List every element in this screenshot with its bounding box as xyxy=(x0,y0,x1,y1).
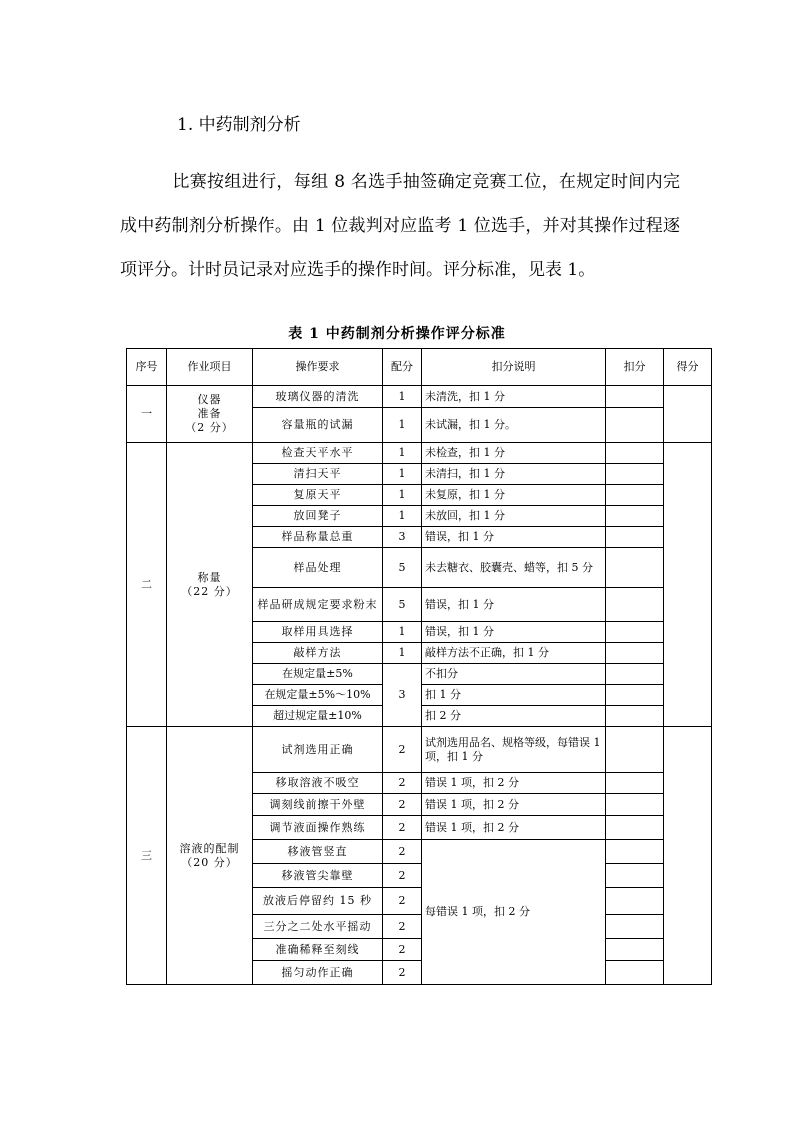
header-cell: 得分 xyxy=(664,349,712,386)
section-heading: 1. 中药制剂分析 xyxy=(177,115,301,135)
points-cell: 2 xyxy=(383,864,422,888)
points-cell: 2 xyxy=(383,939,422,961)
requirement-cell: 容量瓶的试漏 xyxy=(253,408,383,443)
points-cell: 2 xyxy=(383,727,422,773)
score-cell xyxy=(664,443,712,727)
points-cell: 1 xyxy=(383,506,422,527)
points-cell: 1 xyxy=(383,622,422,643)
points-cell: 2 xyxy=(383,888,422,915)
header-cell: 配分 xyxy=(383,349,422,386)
table-caption: 表 1 中药制剂分析操作评分标准 xyxy=(288,326,506,342)
deduction-cell xyxy=(606,706,664,727)
requirement-cell: 在规定量±5%～10% xyxy=(253,685,383,706)
deduction-desc-cell: 错误 1 项，扣 2 分 xyxy=(422,773,606,794)
deduction-cell xyxy=(606,443,664,464)
header-cell: 作业项目 xyxy=(167,349,253,386)
requirement-cell: 检查天平水平 xyxy=(253,443,383,464)
seq-cell: 一 xyxy=(127,386,167,443)
points-cell: 3 xyxy=(383,664,422,727)
header-cell: 扣分 xyxy=(606,349,664,386)
deduction-cell xyxy=(606,464,664,485)
requirement-cell: 调节液面操作熟练 xyxy=(253,816,383,840)
deduction-desc-cell: 错误，扣 1 分 xyxy=(422,588,606,622)
table-header-row xyxy=(127,349,712,386)
deduction-desc-cell: 未复原，扣 1 分 xyxy=(422,485,606,506)
deduction-cell xyxy=(606,915,664,939)
seq-cell: 三 xyxy=(127,727,167,985)
deduction-cell xyxy=(606,840,664,864)
deduction-cell xyxy=(606,727,664,773)
requirement-cell: 放液后停留约 15 秒 xyxy=(253,888,383,915)
deduction-desc-cell: 错误，扣 1 分 xyxy=(422,622,606,643)
points-cell: 2 xyxy=(383,961,422,985)
requirement-cell: 清扫天平 xyxy=(253,464,383,485)
deduction-cell xyxy=(606,664,664,685)
requirement-cell: 样品处理 xyxy=(253,548,383,588)
work-item-cell: 称量 （22 分） xyxy=(167,443,253,727)
points-cell: 1 xyxy=(383,485,422,506)
deduction-desc-cell: 未去糖衣、胶囊壳、蜡等，扣 5 分 xyxy=(422,548,606,588)
requirement-cell: 超过规定量±10% xyxy=(253,706,383,727)
requirement-cell: 准确稀释至刻线 xyxy=(253,939,383,961)
points-cell: 5 xyxy=(383,548,422,588)
points-cell: 2 xyxy=(383,816,422,840)
points-cell: 5 xyxy=(383,588,422,622)
requirement-cell: 复原天平 xyxy=(253,485,383,506)
work-item-cell: 溶液的配制 （20 分） xyxy=(167,727,253,985)
deduction-desc-cell: 未检查，扣 1 分 xyxy=(422,443,606,464)
deduction-cell xyxy=(606,548,664,588)
requirement-cell: 玻璃仪器的清洗 xyxy=(253,386,383,408)
requirement-cell: 放回凳子 xyxy=(253,506,383,527)
points-cell: 2 xyxy=(383,840,422,864)
deduction-cell xyxy=(606,939,664,961)
points-cell: 2 xyxy=(383,794,422,816)
deduction-desc-cell: 敲样方法不正确，扣 1 分 xyxy=(422,643,606,664)
points-cell: 1 xyxy=(383,464,422,485)
requirement-cell: 调刻线前擦干外壁 xyxy=(253,794,383,816)
deduction-cell xyxy=(606,643,664,664)
table-body xyxy=(127,386,712,985)
deduction-cell xyxy=(606,408,664,443)
requirement-cell: 摇匀动作正确 xyxy=(253,961,383,985)
table-row xyxy=(127,727,712,773)
deduction-desc-cell: 未清扫，扣 1 分 xyxy=(422,464,606,485)
requirement-cell: 移取溶液不吸空 xyxy=(253,773,383,794)
deduction-cell xyxy=(606,527,664,548)
requirement-cell: 试剂选用正确 xyxy=(253,727,383,773)
deduction-desc-cell: 未试漏，扣 1 分。 xyxy=(422,408,606,443)
table-row xyxy=(127,443,712,464)
points-cell: 1 xyxy=(383,443,422,464)
table-row xyxy=(127,386,712,408)
deduction-cell xyxy=(606,794,664,816)
points-cell: 1 xyxy=(383,386,422,408)
deduction-desc-cell: 不扣分 xyxy=(422,664,606,685)
deduction-cell xyxy=(606,864,664,888)
deduction-desc-cell: 扣 2 分 xyxy=(422,706,606,727)
header-cell: 操作要求 xyxy=(253,349,383,386)
header-cell: 序号 xyxy=(127,349,167,386)
score-cell xyxy=(664,386,712,443)
points-cell: 3 xyxy=(383,527,422,548)
deduction-cell xyxy=(606,622,664,643)
deduction-desc-cell: 扣 1 分 xyxy=(422,685,606,706)
deduction-cell xyxy=(606,816,664,840)
deduction-cell xyxy=(606,588,664,622)
deduction-cell xyxy=(606,506,664,527)
requirement-cell: 样品称量总重 xyxy=(253,527,383,548)
deduction-cell xyxy=(606,773,664,794)
points-cell: 2 xyxy=(383,915,422,939)
paragraph-text: 比赛按组进行，每组 8 名选手抽签确定竞赛工位，在规定时间内完成中药制剂分析操作。由 1 位裁判对应监考 1 位选手，并对其操作过程逐项评分。计时员记录对应选手的操作时间。评分标准，见表 1。 xyxy=(120,172,680,280)
header-cell: 扣分说明 xyxy=(422,349,606,386)
deduction-desc-cell: 错误，扣 1 分 xyxy=(422,527,606,548)
requirement-cell: 取样用具选择 xyxy=(253,622,383,643)
scoring-table xyxy=(126,348,712,985)
seq-cell: 二 xyxy=(127,443,167,727)
requirement-cell: 敲样方法 xyxy=(253,643,383,664)
deduction-desc-cell: 未放回，扣 1 分 xyxy=(422,506,606,527)
requirement-cell: 样品研成规定要求粉末 xyxy=(253,588,383,622)
deduction-desc-cell: 错误 1 项，扣 2 分 xyxy=(422,794,606,816)
deduction-desc-cell: 错误 1 项，扣 2 分 xyxy=(422,816,606,840)
requirement-cell: 三分之二处水平摇动 xyxy=(253,915,383,939)
deduction-desc-cell: 试剂选用品名、规格等级，每错误 1 项，扣 1 分 xyxy=(422,727,606,773)
deduction-desc-cell: 未清洗，扣 1 分 xyxy=(422,386,606,408)
score-cell xyxy=(664,727,712,985)
deduction-cell xyxy=(606,485,664,506)
deduction-cell xyxy=(606,961,664,985)
work-item-cell: 仪器 准备 （2 分） xyxy=(167,386,253,443)
deduction-cell xyxy=(606,386,664,408)
requirement-cell: 移液管尖靠壁 xyxy=(253,864,383,888)
deduction-desc-cell: 每错误 1 项，扣 2 分 xyxy=(422,840,606,985)
points-cell: 2 xyxy=(383,773,422,794)
deduction-cell xyxy=(606,685,664,706)
points-cell: 1 xyxy=(383,408,422,443)
requirement-cell: 移液管竖直 xyxy=(253,840,383,864)
requirement-cell: 在规定量±5% xyxy=(253,664,383,685)
body-paragraph xyxy=(120,160,680,292)
deduction-cell xyxy=(606,888,664,915)
points-cell: 1 xyxy=(383,643,422,664)
